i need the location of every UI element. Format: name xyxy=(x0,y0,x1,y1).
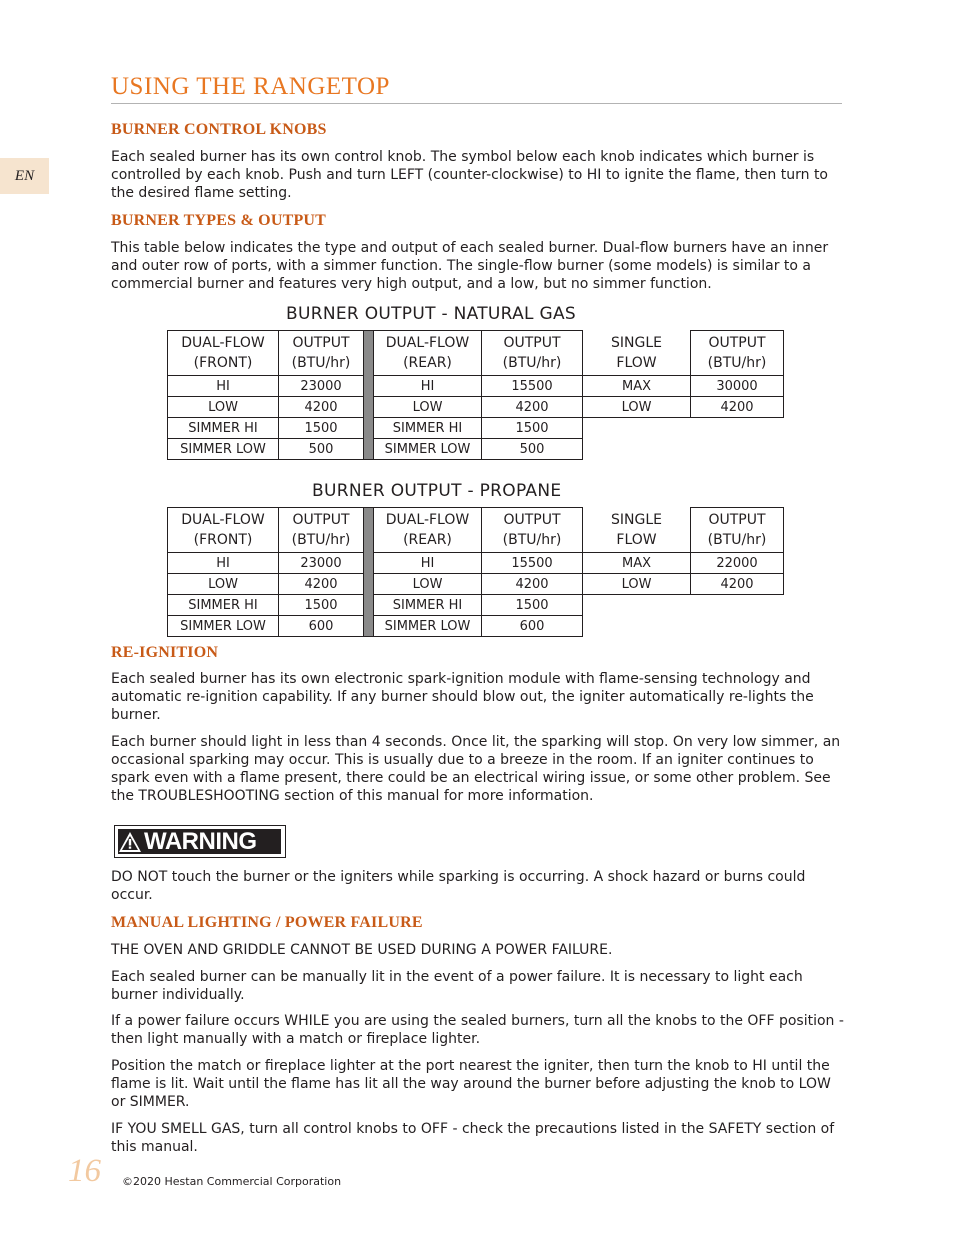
copyright: ©2020 Hestan Commercial Corporation xyxy=(122,1175,342,1188)
cell-empty xyxy=(691,595,784,616)
cell-rear-setting: SIMMER HI xyxy=(374,595,482,616)
cell-single-value: 4200 xyxy=(691,574,784,595)
paragraph-warning: DO NOT touch the burner or the igniters while sparking is occurring. A shock hazard or burns could occur. xyxy=(111,869,806,903)
cell-rear-value: 15500 xyxy=(482,376,583,397)
cell-rear-setting: SIMMER LOW xyxy=(374,616,482,637)
table-row xyxy=(168,418,784,439)
paragraph-re-ignition-1: Each sealed burner has its own electronic spark-ignition module with flame-sensing technology and automatic re-ignition capability. If any burner should blow out, the igniter automatically re-lights the burner. xyxy=(111,671,814,723)
cell-rear-setting: SIMMER HI xyxy=(374,418,482,439)
warning-triangle-icon xyxy=(118,831,142,853)
table-row xyxy=(168,574,784,595)
cell-empty xyxy=(583,439,691,460)
cell-single-value: 30000 xyxy=(691,376,784,397)
cell-single-value: 4200 xyxy=(691,397,784,418)
warning-text: WARNING xyxy=(144,828,257,855)
header-output-rear: OUTPUT (BTU/hr) xyxy=(482,508,583,553)
cell-single-value: 22000 xyxy=(691,553,784,574)
header-output-front: OUTPUT (BTU/hr) xyxy=(279,331,364,376)
page-number: 16 xyxy=(68,1153,101,1189)
cell-rear-setting: SIMMER LOW xyxy=(374,439,482,460)
cell-rear-setting: HI xyxy=(374,553,482,574)
table-title-propane: BURNER OUTPUT - PROPANE xyxy=(312,481,562,501)
column-separator xyxy=(364,331,374,460)
cell-empty xyxy=(691,616,784,637)
paragraph-manual-3: If a power failure occurs WHILE you are using the sealed burners, turn all the knobs to the OFF position - then light manually with a match or fireplace lighter. xyxy=(111,1013,844,1047)
header-dual-flow-rear: DUAL-FLOW (REAR) xyxy=(374,508,482,553)
table-row xyxy=(168,553,784,574)
cell-rear-value: 1500 xyxy=(482,418,583,439)
cell-rear-value: 500 xyxy=(482,439,583,460)
header-dual-flow-front: DUAL-FLOW (FRONT) xyxy=(168,508,279,553)
cell-empty xyxy=(691,439,784,460)
cell-front-setting: HI xyxy=(168,553,279,574)
header-single-flow: SINGLE FLOW xyxy=(583,508,691,553)
warning-label xyxy=(114,825,286,858)
cell-empty xyxy=(583,595,691,616)
heading-re-ignition: RE-IGNITION xyxy=(111,644,219,661)
cell-front-value: 1500 xyxy=(279,418,364,439)
paragraph-manual-5: IF YOU SMELL GAS, turn all control knobs to OFF - check the precautions listed in the SAFETY section of this manual. xyxy=(111,1121,835,1155)
cell-empty xyxy=(583,418,691,439)
cell-front-value: 1500 xyxy=(279,595,364,616)
header-output-rear: OUTPUT (BTU/hr) xyxy=(482,331,583,376)
heading-manual-lighting: MANUAL LIGHTING / POWER FAILURE xyxy=(111,914,423,931)
cell-single-setting: LOW xyxy=(583,397,691,418)
column-separator xyxy=(364,508,374,637)
cell-single-setting: MAX xyxy=(583,553,691,574)
header-output-single: OUTPUT (BTU/hr) xyxy=(691,331,784,376)
language-tab: EN xyxy=(0,158,49,194)
cell-rear-value: 4200 xyxy=(482,397,583,418)
heading-burner-types-output: BURNER TYPES & OUTPUT xyxy=(111,212,327,229)
table-row xyxy=(168,595,784,616)
cell-front-value: 500 xyxy=(279,439,364,460)
header-output-front: OUTPUT (BTU/hr) xyxy=(279,508,364,553)
cell-single-setting: LOW xyxy=(583,574,691,595)
cell-front-setting: SIMMER HI xyxy=(168,595,279,616)
table-row xyxy=(168,439,784,460)
cell-rear-setting: LOW xyxy=(374,574,482,595)
cell-front-value: 23000 xyxy=(279,376,364,397)
paragraph-manual-2: Each sealed burner can be manually lit in the event of a power failure. It is necessary to light each burner individually. xyxy=(111,969,803,1003)
cell-empty xyxy=(583,616,691,637)
cell-single-setting: MAX xyxy=(583,376,691,397)
cell-front-setting: SIMMER LOW xyxy=(168,616,279,637)
table-row xyxy=(168,397,784,418)
cell-front-value: 4200 xyxy=(279,574,364,595)
cell-empty xyxy=(691,418,784,439)
table-row xyxy=(168,616,784,637)
cell-rear-setting: HI xyxy=(374,376,482,397)
header-single-flow: SINGLE FLOW xyxy=(583,331,691,376)
cell-front-setting: LOW xyxy=(168,574,279,595)
cell-rear-value: 4200 xyxy=(482,574,583,595)
header-dual-flow-rear: DUAL-FLOW (REAR) xyxy=(374,331,482,376)
paragraph-burner-control-knobs: Each sealed burner has its own control knob. The symbol below each knob indicates which burner is controlled by each knob. Push and turn LEFT (counter-clockwise) to HI to ignite the flame, then turn to the desired flame setting. xyxy=(111,149,828,201)
table-title-natural-gas: BURNER OUTPUT - NATURAL GAS xyxy=(286,304,576,324)
paragraph-manual-1: THE OVEN AND GRIDDLE CANNOT BE USED DURING A POWER FAILURE. xyxy=(111,942,613,958)
cell-rear-setting: LOW xyxy=(374,397,482,418)
cell-front-setting: SIMMER HI xyxy=(168,418,279,439)
natural-gas-output-table xyxy=(167,330,784,460)
cell-front-setting: LOW xyxy=(168,397,279,418)
table-row xyxy=(168,376,784,397)
heading-burner-control-knobs: BURNER CONTROL KNOBS xyxy=(111,121,327,138)
propane-output-table xyxy=(167,507,784,637)
cell-front-setting: HI xyxy=(168,376,279,397)
cell-front-value: 23000 xyxy=(279,553,364,574)
header-output-single: OUTPUT (BTU/hr) xyxy=(691,508,784,553)
paragraph-burner-types-output: This table below indicates the type and output of each sealed burner. Dual-flow burners have an inner and outer row of ports, with a simmer function. The single-flow burner (some models) is similar to a commercial burner and features very high output, and a low, but no simmer function. xyxy=(111,240,829,292)
cell-front-setting: SIMMER LOW xyxy=(168,439,279,460)
cell-front-value: 4200 xyxy=(279,397,364,418)
cell-rear-value: 15500 xyxy=(482,553,583,574)
cell-front-value: 600 xyxy=(279,616,364,637)
cell-rear-value: 1500 xyxy=(482,595,583,616)
paragraph-manual-4: Position the match or fireplace lighter at the port nearest the igniter, then turn the knob to HI until the flame is lit. Wait until the flame has lit all the way around the burner before adjusting the knob to LOW or SIMMER. xyxy=(111,1058,831,1110)
header-dual-flow-front: DUAL-FLOW (FRONT) xyxy=(168,331,279,376)
page-title: USING THE RANGETOP xyxy=(111,72,842,104)
paragraph-re-ignition-2: Each burner should light in less than 4 seconds. Once lit, the sparking will stop. On very low simmer, an occasional sparking may occur. This is usually due to a breeze in the room. If an igniter continues to spark even with a flame present, there could be an electrical wiring issue, or some other problem. See the TROUBLESHOOTING section of this manual for more information. xyxy=(111,734,841,804)
cell-rear-value: 600 xyxy=(482,616,583,637)
